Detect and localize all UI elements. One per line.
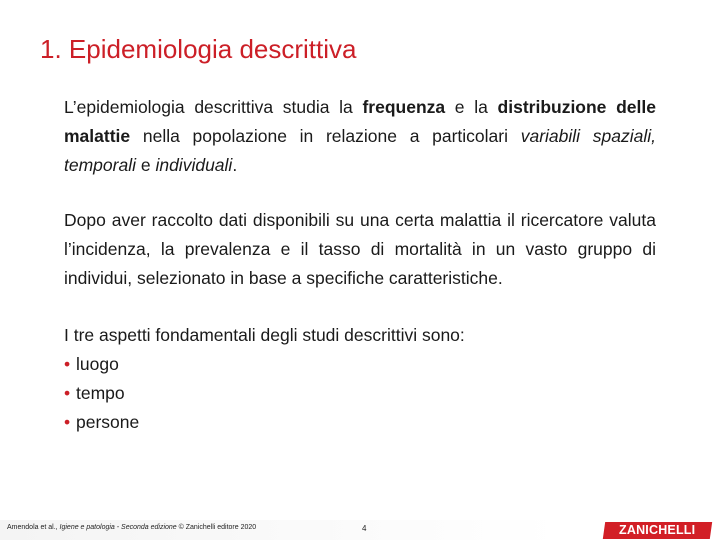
definition-italic-variabili: variabili spaziali, temporali bbox=[64, 126, 656, 175]
definition-text-1: L’epidemiologia descrittiva studia la bbox=[64, 97, 363, 117]
page-number: 4 bbox=[362, 524, 367, 533]
footer-credit-suffix: © Zanichelli editore 2020 bbox=[176, 524, 257, 531]
aspects-list bbox=[64, 350, 656, 437]
list-item-label: persone bbox=[76, 412, 140, 432]
definition-bold-frequenza: frequenza bbox=[362, 97, 446, 117]
list-item bbox=[64, 350, 656, 379]
zanichelli-logo bbox=[603, 522, 712, 539]
list-item bbox=[64, 379, 656, 408]
list-item bbox=[64, 408, 656, 437]
slide-content bbox=[64, 93, 656, 437]
slide-footer bbox=[0, 518, 720, 540]
bullet-icon: • bbox=[64, 383, 71, 403]
definition-text-3: nella popolazione in relazione a particolari bbox=[130, 126, 521, 146]
logo-text: ZANICHELLI bbox=[619, 523, 696, 537]
paragraph-definition bbox=[64, 93, 656, 180]
aspects-intro: I tre aspetti fondamentali degli studi descrittivi sono: bbox=[64, 325, 465, 345]
bullet-icon: • bbox=[64, 354, 71, 374]
definition-text-2: e la bbox=[445, 97, 498, 117]
definition-bold-distribuzione: distribuzione delle malattie bbox=[64, 97, 656, 146]
footer-credit bbox=[7, 524, 256, 531]
definition-italic-individuali: individuali bbox=[155, 155, 233, 175]
footer-credit-title: Igiene e patologia - Seconda edizione bbox=[59, 524, 177, 531]
definition-text-4: e bbox=[135, 155, 156, 175]
footer-credit-prefix: Amendola et al., bbox=[7, 524, 60, 531]
list-item-label: luogo bbox=[76, 354, 119, 374]
paragraph-method: Dopo aver raccolto dati disponibili su una certa malattia il ricercatore valuta l’incidenza, la prevalenza e il tasso di mortalità in un vasto gruppo di individui, selezionato in base a specifiche caratteristiche. bbox=[64, 210, 656, 288]
definition-text-5: . bbox=[232, 155, 238, 175]
slide-title: 1. Epidemiologia descrittiva bbox=[40, 34, 357, 64]
list-item-label: tempo bbox=[76, 383, 125, 403]
bullet-icon: • bbox=[64, 412, 71, 432]
paragraph-aspects bbox=[64, 321, 656, 437]
